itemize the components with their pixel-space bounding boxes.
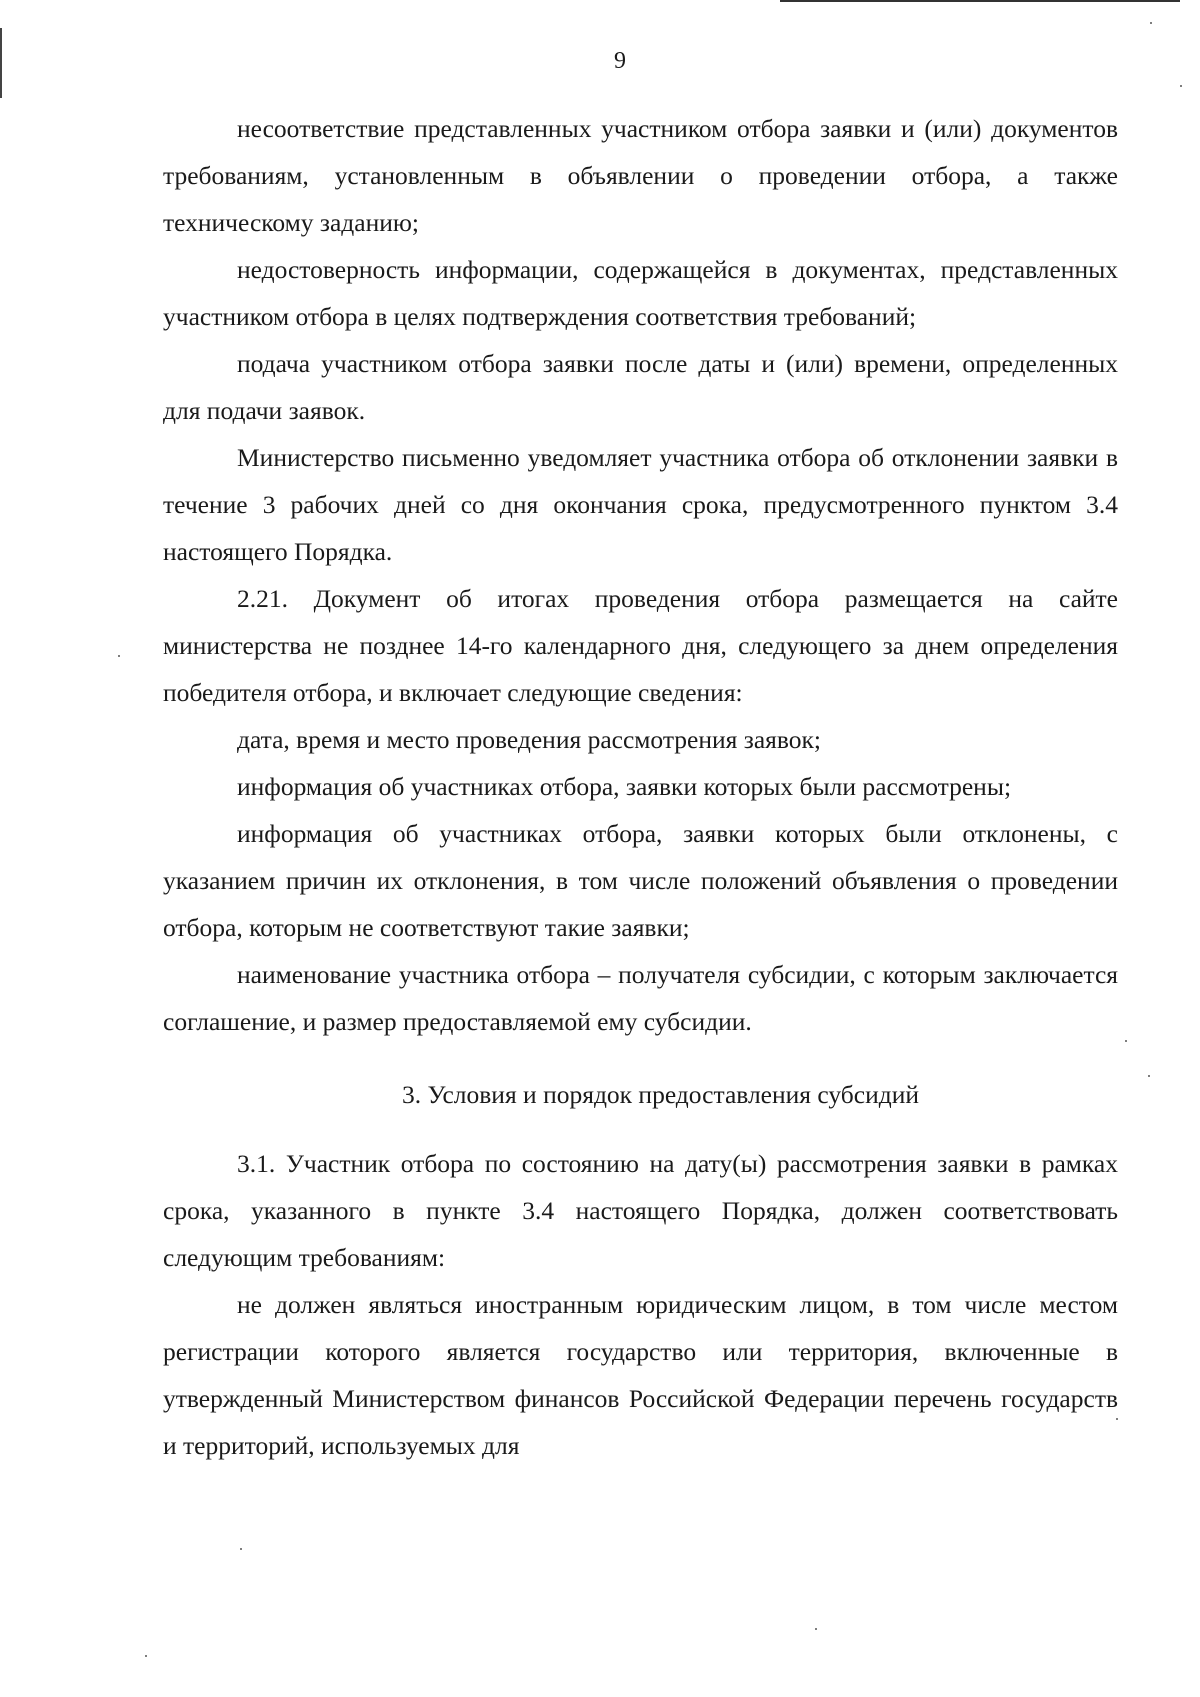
paragraph-rejection-reason-mismatch: несоответствие представленных участником отбора заявки и (или) документов требованиям, установленным в объявлении о проведении отбора, а также техническому заданию;	[163, 114, 1118, 237]
scan-speck	[1125, 1040, 1127, 1042]
scan-speck	[118, 655, 120, 657]
scan-speck	[1148, 1075, 1150, 1077]
scan-speck	[1116, 1418, 1118, 1420]
scan-speck	[1150, 22, 1152, 24]
scan-speck	[1180, 85, 1182, 87]
section-heading: 3. Условия и порядок предоставления субсидий	[401, 1080, 920, 1109]
scan-speck	[815, 1628, 817, 1630]
document-body	[163, 105, 1118, 1469]
paragraph-info-recipient: наименование участника отбора – получателя субсидии, с которым заключается соглашение, и размер предоставляемой ему субсидии.	[163, 960, 1118, 1036]
scan-speck	[145, 1655, 147, 1657]
paragraph-foreign-entity: не должен являться иностранным юридическим лицом, в том числе местом регистрации которого является государство или территория, включенные в утвержденный Министерством финансов Российской Федерации перечень государств и территорий, используемых для	[163, 1290, 1118, 1460]
top-edge-rule	[780, 0, 1180, 2]
paragraph-2-21: 2.21. Документ об итогах проведения отбора размещается на сайте министерства не позднее 14-го календарного дня, следующего за днем определения победителя отбора, и включает следующие сведения:	[163, 584, 1118, 707]
paragraph-info-date-place: дата, время и место проведения рассмотрения заявок;	[237, 725, 821, 754]
scan-speck	[240, 1548, 242, 1550]
paragraph-info-rejected: информация об участниках отбора, заявки которых были отклонены, с указанием причин их отклонения, в том числе положений объявления о проведении отбора, которым не соответствуют такие заявки;	[163, 819, 1118, 942]
paragraph-3-1: 3.1. Участник отбора по состоянию на дату(ы) рассмотрения заявки в рамках срока, указанного в пункте 3.4 настоящего Порядка, должен соответствовать следующим требованиям:	[163, 1149, 1118, 1272]
page-number: 9	[614, 48, 626, 74]
paragraph-rejection-reason-late: подача участником отбора заявки после даты и (или) времени, определенных для подачи заявок.	[163, 349, 1118, 425]
paragraph-info-reviewed: информация об участниках отбора, заявки которых были рассмотрены;	[237, 772, 1012, 801]
paragraph-ministry-notice: Министерство письменно уведомляет участника отбора об отклонении заявки в течение 3 рабочих дней со дня окончания срока, предусмотренного пунктом 3.4 настоящего Порядка.	[163, 443, 1118, 566]
paragraph-rejection-reason-false-info: недостоверность информации, содержащейся в документах, представленных участником отбора в целях подтверждения соответствия требований;	[163, 255, 1118, 331]
